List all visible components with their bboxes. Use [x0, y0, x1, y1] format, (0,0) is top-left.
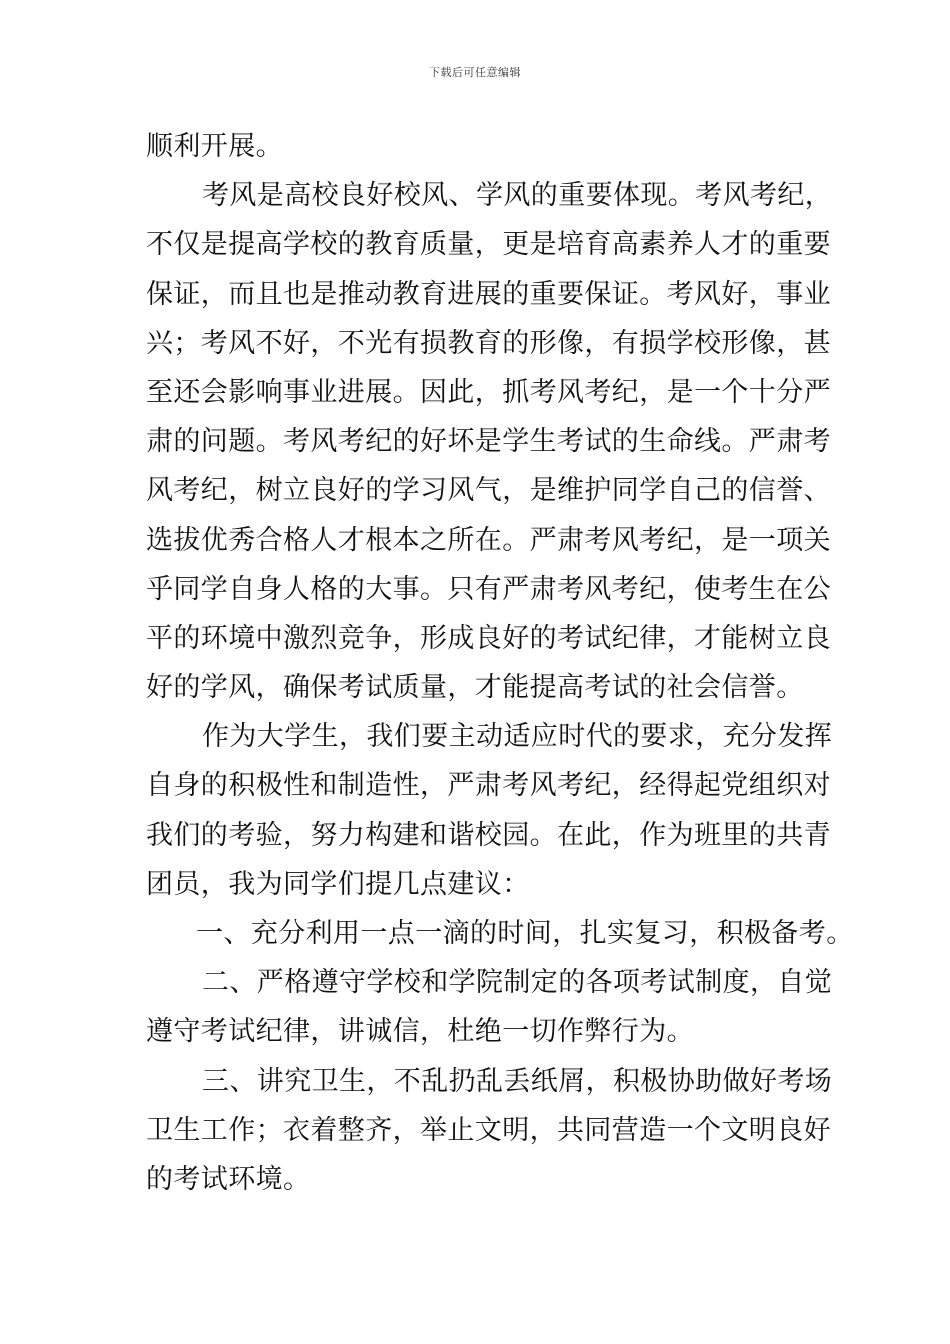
- list-item-line: 二、严格遵守学校和学院制定的各项考试制度，自觉: [202, 967, 833, 999]
- text-line: 至还会影响事业进展。因此，抓考风考纪，是一个十分严: [146, 376, 831, 408]
- text-line: 自身的积极性和制造性，严肃考风考纪，经得起党组织对: [146, 770, 831, 802]
- text-line: 遵守考试纪律，讲诚信，杜绝一切作弊行为。: [146, 1016, 694, 1048]
- text-line: 卫生工作；衣着整齐，举止文明，共同营造一个文明良好: [146, 1114, 831, 1146]
- text-line: 风考纪，树立良好的学习风气，是维护同学自己的信誉、: [146, 475, 831, 507]
- text-line: 平的环境中激烈竞争，形成良好的考试纪律，才能树立良: [146, 622, 831, 654]
- text-line: 不仅是提高学校的教育质量，更是培育高素养人才的重要: [146, 229, 831, 261]
- text-line: 好的学风，确保考试质量，才能提高考试的社会信誉。: [146, 672, 804, 704]
- paragraph-start-line: 作为大学生，我们要主动适应时代的要求，充分发挥: [202, 721, 833, 753]
- page-header: 下载后可任意编辑: [429, 66, 521, 79]
- text-line: 我们的考验，努力构建和谐校园。在此，作为班里的共青: [146, 819, 831, 851]
- text-line: 顺利开展。: [146, 131, 283, 162]
- text-line: 兴；考风不好，不光有损教育的形像，有损学校形像，甚: [146, 327, 831, 359]
- document-body: [146, 122, 854, 1204]
- list-item-line: 一、充分利用一点一滴的时间，扎实复习，积极备考。: [196, 918, 854, 949]
- text-line: 的考试环境。: [146, 1163, 311, 1195]
- text-line: 保证，而且也是推动教育进展的重要保证。考风好，事业: [146, 278, 831, 310]
- text-line: 乎同学自身人格的大事。只有严肃考风考纪，使考生在公: [146, 573, 831, 605]
- text-line: 团员，我为同学们提几点建议：: [146, 868, 530, 900]
- text-line: 肃的问题。考风考纪的好坏是学生考试的生命线。严肃考: [146, 426, 831, 458]
- paragraph-start-line: 考风是高校良好校风、学风的重要体现。考风考纪，: [202, 180, 833, 212]
- list-item-line: 三、讲究卫生，不乱扔乱丢纸屑，积极协助做好考场: [202, 1065, 833, 1097]
- text-line: 选拔优秀合格人才根本之所在。严肃考风考纪，是一项关: [146, 524, 831, 556]
